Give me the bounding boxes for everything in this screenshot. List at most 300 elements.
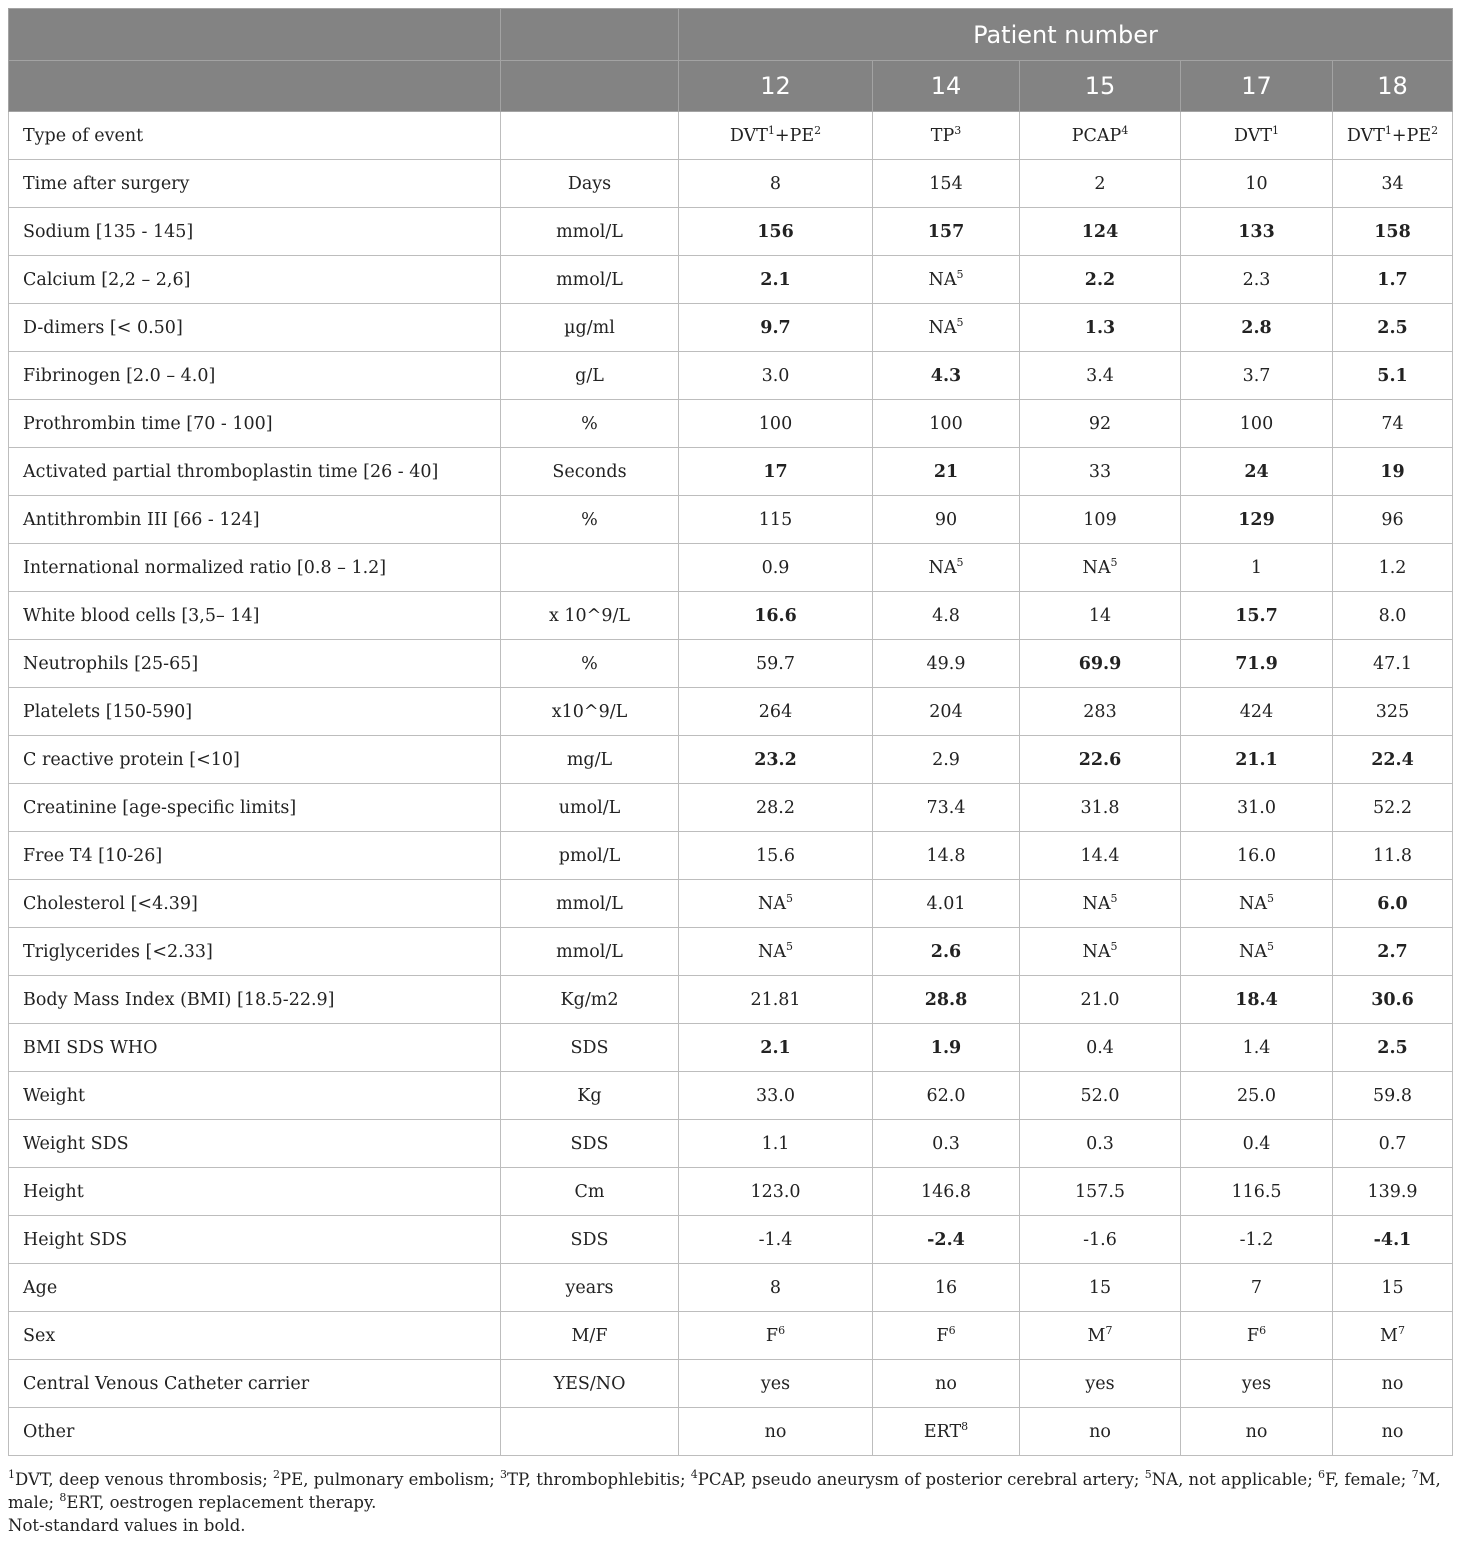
footnote-text: PCAP, pseudo aneurysm of posterior cerebral artery;: [697, 1470, 1145, 1489]
row-unit: pmol/L: [501, 832, 679, 880]
value-cell: [873, 160, 1020, 208]
value-cell: [873, 784, 1020, 832]
value-cell: [1020, 640, 1181, 688]
value-text: 3.0: [761, 365, 790, 386]
table-row: [9, 1168, 1453, 1216]
footnote-marker: 6: [1259, 1323, 1267, 1337]
value-cell: [1181, 112, 1333, 160]
value-text: 59.7: [756, 653, 795, 674]
footnote-number: 1: [8, 1468, 15, 1481]
value-cell: [1181, 160, 1333, 208]
row-label: Time after surgery: [9, 160, 501, 208]
value-cell: [679, 400, 873, 448]
value-cell: [1181, 400, 1333, 448]
row-unit: YES/NO: [501, 1360, 679, 1408]
value-cell: [1333, 736, 1453, 784]
value-cell: [873, 976, 1020, 1024]
value-text: 16.6: [754, 605, 797, 626]
row-label: Activated partial thromboplastin time [26 - 40]: [9, 448, 501, 496]
value-cell: [873, 1168, 1020, 1216]
row-label: Age: [9, 1264, 501, 1312]
value-text: 2.6: [930, 941, 962, 962]
value-text: 22.6: [1078, 749, 1122, 770]
value-text: 17: [763, 461, 788, 482]
value-text: 139.9: [1367, 1181, 1418, 1202]
value-cell: [679, 928, 873, 976]
value-text: M: [1380, 1325, 1398, 1346]
row-label: Fibrinogen [2.0 – 4.0]: [9, 352, 501, 400]
value-text: -1.4: [758, 1229, 793, 1250]
value-text: 90: [934, 509, 958, 530]
value-cell: [1181, 304, 1333, 352]
row-label: Neutrophils [25-65]: [9, 640, 501, 688]
row-label: Weight: [9, 1072, 501, 1120]
footnote-definitions: [8, 1468, 1452, 1514]
table-container: [8, 8, 1452, 1456]
value-text: 4.8: [932, 605, 960, 626]
row-label: Triglycerides [<2.33]: [9, 928, 501, 976]
value-text: F: [936, 1325, 949, 1346]
value-cell: [1020, 928, 1181, 976]
value-cell: [679, 1216, 873, 1264]
row-unit: Days: [501, 160, 679, 208]
row-label: Weight SDS: [9, 1120, 501, 1168]
footnote-text: ERT, oestrogen replacement therapy.: [66, 1493, 377, 1512]
table-row: [9, 1024, 1453, 1072]
value-cell: [873, 880, 1020, 928]
value-text: no: [1245, 1421, 1268, 1442]
value-cell: [1181, 640, 1333, 688]
value-text: 21: [933, 461, 959, 482]
row-unit: mmol/L: [501, 880, 679, 928]
footnote-marker: 5: [1110, 891, 1118, 905]
value-cell: [1020, 1312, 1181, 1360]
value-cell: [679, 592, 873, 640]
value-cell: [1333, 160, 1453, 208]
value-cell: [1333, 256, 1453, 304]
value-text: 96: [1381, 509, 1404, 530]
value-text: 52.2: [1373, 797, 1412, 818]
table-row: [9, 1264, 1453, 1312]
row-unit: %: [501, 400, 679, 448]
value-cell: [1181, 448, 1333, 496]
row-unit: mmol/L: [501, 256, 679, 304]
value-text: 157: [927, 221, 965, 242]
value-cell: [873, 1264, 1020, 1312]
value-text: yes: [760, 1373, 791, 1394]
footnote-marker: 5: [785, 939, 793, 953]
value-cell: [1020, 448, 1181, 496]
patient-id-header: 14: [873, 61, 1020, 112]
value-text: 283: [1083, 701, 1117, 722]
value-cell: [1333, 832, 1453, 880]
value-text: 129: [1238, 509, 1275, 530]
value-text: 8.0: [1378, 605, 1407, 626]
value-cell: [1020, 1120, 1181, 1168]
value-text: 8: [769, 173, 782, 194]
value-cell: [1020, 160, 1181, 208]
table-row: [9, 304, 1453, 352]
value-text: NA: [1082, 557, 1111, 578]
footnote-number: 3: [500, 1468, 508, 1481]
value-cell: [1333, 1120, 1453, 1168]
value-cell: [1333, 304, 1453, 352]
value-cell: [1181, 1120, 1333, 1168]
value-text: NA: [1082, 893, 1111, 914]
footnote-number: 5: [1144, 1468, 1152, 1481]
table-row: [9, 928, 1453, 976]
value-text: 15.6: [756, 845, 795, 866]
row-unit: mmol/L: [501, 928, 679, 976]
value-cell: [1181, 1168, 1333, 1216]
value-cell: [1020, 880, 1181, 928]
value-cell: [873, 352, 1020, 400]
value-text: 3.4: [1086, 365, 1114, 386]
row-unit: years: [501, 1264, 679, 1312]
value-text: 14.4: [1080, 845, 1120, 866]
value-cell: [1181, 592, 1333, 640]
footnote-marker: 5: [1110, 555, 1118, 569]
value-cell: [1181, 208, 1333, 256]
value-text: 30.6: [1371, 989, 1414, 1010]
value-cell: [1181, 928, 1333, 976]
footnote-marker: 2: [1431, 123, 1439, 137]
value-cell: [873, 1312, 1020, 1360]
value-text: 31.8: [1080, 797, 1120, 818]
table-header: [9, 9, 1453, 112]
footnote-marker: 7: [1397, 1323, 1405, 1337]
value-cell: [1181, 736, 1333, 784]
row-unit: SDS: [501, 1120, 679, 1168]
value-cell: [1020, 784, 1181, 832]
table-row: [9, 976, 1453, 1024]
value-text: 2.5: [1377, 1037, 1408, 1058]
row-unit: Kg/m2: [501, 976, 679, 1024]
value-text: F: [1246, 1325, 1260, 1346]
value-cell: [1333, 1168, 1453, 1216]
patient-number-header: Patient number: [679, 9, 1453, 61]
value-cell: [1181, 496, 1333, 544]
value-text: no: [1381, 1373, 1404, 1394]
value-cell: [1333, 1264, 1453, 1312]
value-cell: [873, 112, 1020, 160]
value-cell: [1181, 688, 1333, 736]
footnote-text: F, female;: [1325, 1470, 1412, 1489]
value-text: 158: [1374, 221, 1411, 242]
row-unit: [501, 112, 679, 160]
value-cell: [679, 1312, 873, 1360]
value-cell: [1020, 1408, 1181, 1456]
value-cell: [1020, 112, 1181, 160]
table-row: [9, 880, 1453, 928]
value-text: PCAP: [1071, 125, 1122, 146]
value-text: no: [1089, 1421, 1111, 1442]
value-cell: [1020, 1024, 1181, 1072]
value-text: 16: [934, 1277, 958, 1298]
value-text: NA: [928, 269, 957, 290]
value-cell: [873, 640, 1020, 688]
footnote-marker: 7: [1105, 1323, 1113, 1337]
value-cell: [1020, 544, 1181, 592]
value-text: +PE: [1391, 125, 1432, 146]
value-text: F: [765, 1325, 779, 1346]
value-text: 124: [1081, 221, 1119, 242]
value-cell: [1181, 976, 1333, 1024]
value-text: 33.0: [756, 1085, 795, 1106]
value-cell: [1181, 1264, 1333, 1312]
footnote-number: 4: [690, 1468, 698, 1481]
footnote-marker: 3: [954, 123, 962, 137]
value-text: 15: [1381, 1277, 1404, 1298]
patient-id-header: 17: [1181, 61, 1333, 112]
value-cell: [679, 736, 873, 784]
value-text: 71.9: [1235, 653, 1278, 674]
table-row: [9, 256, 1453, 304]
value-cell: [679, 688, 873, 736]
value-cell: [679, 1072, 873, 1120]
value-text: 1.1: [761, 1133, 790, 1154]
value-text: 1.4: [1242, 1037, 1271, 1058]
footnote-marker: 5: [956, 267, 964, 281]
value-cell: [873, 256, 1020, 304]
value-text: yes: [1241, 1373, 1272, 1394]
value-text: 325: [1375, 701, 1410, 722]
header-empty-cell: [9, 9, 501, 61]
footnote-text: NA, not applicable;: [1151, 1470, 1318, 1489]
value-text: 2.8: [1241, 317, 1272, 338]
table-row: [9, 736, 1453, 784]
footnote-marker: 5: [1110, 939, 1118, 953]
value-text: 100: [758, 413, 793, 434]
value-cell: [1333, 1024, 1453, 1072]
value-text: 8: [769, 1277, 782, 1298]
header-empty-cell: [501, 61, 679, 112]
row-unit: SDS: [501, 1024, 679, 1072]
value-text: 2: [1094, 173, 1106, 194]
row-label: Central Venous Catheter carrier: [9, 1360, 501, 1408]
footnote-marker: 8: [961, 1419, 969, 1433]
footnote-number: 6: [1318, 1468, 1325, 1481]
value-cell: [1181, 1408, 1333, 1456]
value-cell: [1181, 1360, 1333, 1408]
value-cell: [679, 304, 873, 352]
value-cell: [679, 544, 873, 592]
value-cell: [873, 928, 1020, 976]
patient-id-header: 15: [1020, 61, 1181, 112]
table-row: [9, 544, 1453, 592]
value-text: DVT: [1233, 125, 1273, 146]
value-cell: [1333, 592, 1453, 640]
value-text: 15: [1088, 1277, 1112, 1298]
value-text: 73.4: [926, 797, 966, 818]
value-text: 2.9: [932, 749, 960, 770]
value-cell: [1181, 1216, 1333, 1264]
value-cell: [679, 496, 873, 544]
value-cell: [1333, 1360, 1453, 1408]
value-cell: [679, 1120, 873, 1168]
footnote-text: PE, pulmonary embolism;: [280, 1470, 501, 1489]
value-text: 4.01: [926, 893, 966, 914]
value-cell: [1181, 256, 1333, 304]
value-cell: [873, 1216, 1020, 1264]
row-label: International normalized ratio [0.8 – 1.2]: [9, 544, 501, 592]
value-cell: [1020, 400, 1181, 448]
value-text: 2.2: [1084, 269, 1116, 290]
value-cell: [1333, 496, 1453, 544]
value-text: 1.7: [1377, 269, 1408, 290]
footnote-text: TP, thrombophlebitis;: [507, 1470, 691, 1489]
row-unit: %: [501, 496, 679, 544]
footnote-marker: 4: [1121, 123, 1129, 137]
value-cell: [1020, 1264, 1181, 1312]
value-cell: [873, 1024, 1020, 1072]
value-cell: [679, 640, 873, 688]
value-text: 100: [1239, 413, 1274, 434]
value-cell: [1020, 832, 1181, 880]
value-text: 69.9: [1078, 653, 1122, 674]
row-unit: µg/ml: [501, 304, 679, 352]
row-unit: x 10^9/L: [501, 592, 679, 640]
footnote-number: 7: [1411, 1468, 1419, 1481]
value-cell: [1333, 1408, 1453, 1456]
value-cell: [679, 784, 873, 832]
value-text: 2.1: [760, 1037, 791, 1058]
value-text: 23.2: [754, 749, 797, 770]
table-row: [9, 592, 1453, 640]
row-label: Cholesterol [<4.39]: [9, 880, 501, 928]
table-row: [9, 160, 1453, 208]
row-unit: Seconds: [501, 448, 679, 496]
value-cell: [1333, 640, 1453, 688]
footnote-number: 8: [59, 1491, 67, 1504]
row-label: C reactive protein [<10]: [9, 736, 501, 784]
value-text: 74: [1381, 413, 1404, 434]
value-cell: [1020, 1360, 1181, 1408]
value-text: 19: [1380, 461, 1405, 482]
value-cell: [1333, 976, 1453, 1024]
lab-values-table: [8, 8, 1453, 1456]
value-cell: [1333, 880, 1453, 928]
value-cell: [1333, 1216, 1453, 1264]
value-text: 28.8: [924, 989, 968, 1010]
value-cell: [1181, 784, 1333, 832]
value-text: 31.0: [1237, 797, 1276, 818]
value-cell: [679, 1168, 873, 1216]
table-row: [9, 400, 1453, 448]
value-cell: [679, 1360, 873, 1408]
value-text: no: [935, 1373, 957, 1394]
table-row: [9, 1408, 1453, 1456]
header-empty-cell: [501, 9, 679, 61]
value-cell: [679, 256, 873, 304]
footnote-marker: 6: [948, 1323, 956, 1337]
value-cell: [1333, 400, 1453, 448]
row-label: Other: [9, 1408, 501, 1456]
row-label: Type of event: [9, 112, 501, 160]
table-row: [9, 1216, 1453, 1264]
value-text: 24: [1244, 461, 1269, 482]
value-cell: [873, 1120, 1020, 1168]
row-label: Platelets [150-590]: [9, 688, 501, 736]
table-row: [9, 640, 1453, 688]
footnote-text: M, male;: [8, 1470, 1441, 1512]
row-unit: mg/L: [501, 736, 679, 784]
value-text: NA: [758, 893, 786, 914]
value-text: 14.8: [926, 845, 966, 866]
value-text: 5.1: [1377, 365, 1408, 386]
value-cell: [679, 1264, 873, 1312]
row-label: Creatinine [age-specific limits]: [9, 784, 501, 832]
table-row: [9, 496, 1453, 544]
value-text: +PE: [774, 125, 815, 146]
value-cell: [1333, 208, 1453, 256]
value-text: no: [1381, 1421, 1404, 1442]
table-row: [9, 688, 1453, 736]
row-unit: [501, 1408, 679, 1456]
value-cell: [1333, 448, 1453, 496]
value-cell: [679, 1024, 873, 1072]
row-label: D-dimers [< 0.50]: [9, 304, 501, 352]
table-row: [9, 112, 1453, 160]
value-text: NA: [1239, 941, 1267, 962]
value-cell: [873, 1072, 1020, 1120]
value-text: 0.4: [1242, 1133, 1271, 1154]
value-text: 25.0: [1237, 1085, 1276, 1106]
row-label: White blood cells [3,5– 14]: [9, 592, 501, 640]
value-text: 157.5: [1074, 1181, 1126, 1202]
value-cell: [1020, 736, 1181, 784]
value-text: 10: [1245, 173, 1268, 194]
row-unit: mmol/L: [501, 208, 679, 256]
value-text: 2.3: [1242, 269, 1271, 290]
table-row: [9, 352, 1453, 400]
value-text: 0.7: [1378, 1133, 1407, 1154]
value-cell: [873, 736, 1020, 784]
value-text: 123.0: [750, 1181, 801, 1202]
value-text: 204: [929, 701, 963, 722]
value-cell: [679, 352, 873, 400]
value-cell: [1181, 1312, 1333, 1360]
value-cell: [679, 1408, 873, 1456]
value-text: 6.0: [1377, 893, 1408, 914]
row-unit: [501, 544, 679, 592]
value-cell: [1333, 352, 1453, 400]
value-text: 1.2: [1378, 557, 1407, 578]
value-text: DVT: [1346, 125, 1385, 146]
value-cell: [1333, 1072, 1453, 1120]
value-text: NA: [758, 941, 786, 962]
value-text: 92: [1088, 413, 1112, 434]
row-unit: Kg: [501, 1072, 679, 1120]
value-text: ERT: [923, 1421, 962, 1442]
row-label: Height: [9, 1168, 501, 1216]
value-cell: [1333, 112, 1453, 160]
footnote-text: DVT, deep venous thrombosis;: [15, 1470, 274, 1489]
value-text: no: [764, 1421, 787, 1442]
row-label: Sex: [9, 1312, 501, 1360]
header-empty-cell: [9, 61, 501, 112]
value-cell: [873, 688, 1020, 736]
footnote-marker: 5: [956, 315, 964, 329]
value-text: 2.7: [1377, 941, 1408, 962]
value-text: -1.6: [1083, 1229, 1117, 1250]
row-unit: g/L: [501, 352, 679, 400]
value-cell: [679, 160, 873, 208]
value-text: 156: [757, 221, 794, 242]
value-cell: [1181, 832, 1333, 880]
value-text: 100: [929, 413, 963, 434]
value-text: 0.3: [1086, 1133, 1114, 1154]
